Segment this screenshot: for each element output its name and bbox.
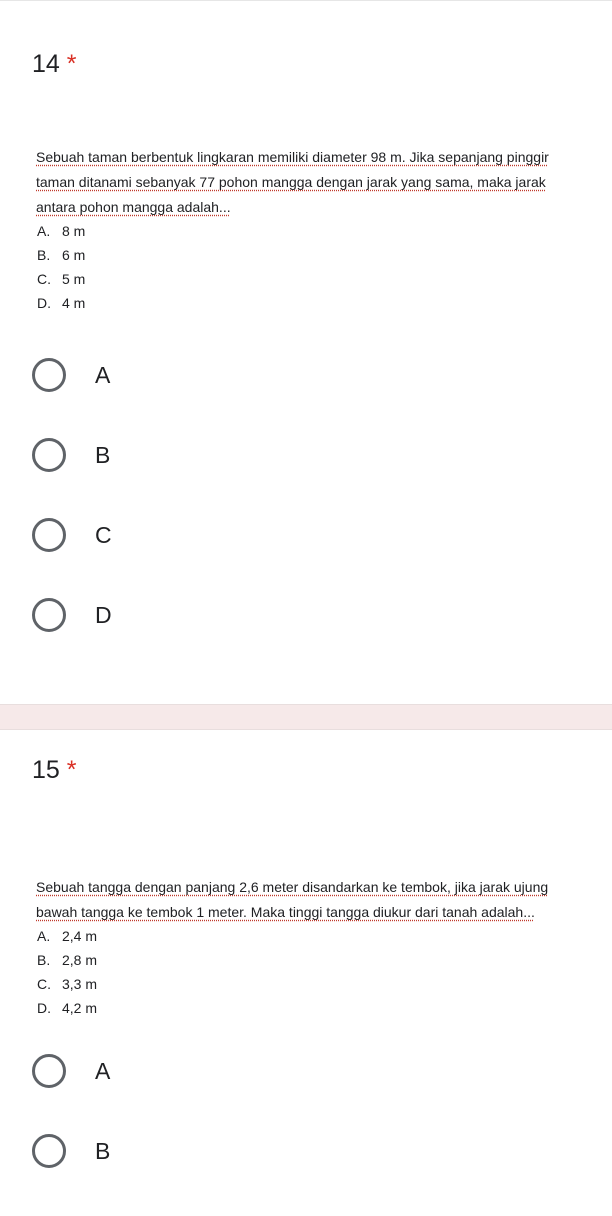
- answer-choices-list: [37, 924, 97, 1020]
- choice-letter: C.: [37, 976, 51, 992]
- question-number: 14: [32, 50, 60, 78]
- radio-option-label: C: [95, 521, 112, 548]
- radio-option-d[interactable]: [32, 595, 112, 635]
- radio-circle-icon[interactable]: [32, 358, 66, 392]
- radio-option-a[interactable]: [32, 1051, 110, 1091]
- choice-letter: D.: [37, 1000, 51, 1016]
- radio-option-c[interactable]: [32, 515, 112, 555]
- radio-circle-icon[interactable]: [32, 438, 66, 472]
- choice-line: [37, 924, 97, 948]
- radio-option-label: B: [95, 1137, 111, 1164]
- choice-value: 4 m: [62, 295, 86, 311]
- choice-value: 4,2 m: [62, 1000, 98, 1016]
- question-title: [32, 756, 77, 785]
- choice-letter: B.: [37, 247, 51, 263]
- top-divider: [0, 0, 612, 1]
- choice-line: [37, 219, 85, 243]
- radio-option-a[interactable]: [32, 355, 110, 395]
- question-text: [36, 145, 576, 220]
- radio-circle-icon[interactable]: [32, 518, 66, 552]
- radio-option-label: A: [95, 1057, 111, 1084]
- radio-circle-icon[interactable]: [32, 598, 66, 632]
- radio-option-label: D: [95, 601, 112, 628]
- choice-line: [37, 972, 97, 996]
- question-separator: [0, 704, 612, 730]
- choice-line: [37, 996, 97, 1020]
- choice-value: 8 m: [62, 223, 86, 239]
- radio-option-b[interactable]: [32, 1131, 110, 1171]
- choice-line: [37, 267, 85, 291]
- choice-value: 6 m: [62, 247, 86, 263]
- choice-letter: A.: [37, 928, 51, 944]
- choice-line: [37, 948, 97, 972]
- question-number: 15: [32, 756, 60, 784]
- choice-letter: C.: [37, 271, 51, 287]
- question-text: [36, 875, 576, 925]
- choice-letter: A.: [37, 223, 51, 239]
- radio-option-b[interactable]: [32, 435, 110, 475]
- choice-value: 2,4 m: [62, 928, 98, 944]
- choice-value: 2,8 m: [62, 952, 98, 968]
- choice-letter: D.: [37, 295, 51, 311]
- radio-option-label: A: [95, 361, 111, 388]
- choice-letter: B.: [37, 952, 51, 968]
- radio-circle-icon[interactable]: [32, 1054, 66, 1088]
- choice-line: [37, 291, 85, 315]
- choice-value: 5 m: [62, 271, 86, 287]
- answer-choices-list: [37, 219, 85, 315]
- choice-line: [37, 243, 85, 267]
- question-text-content: Sebuah tangga dengan panjang 2,6 meter disandarkan ke tembok, jika jarak ujung bawah tangga ke tembok 1 meter. Maka tinggi tangga diukur dari tanah adalah...: [36, 879, 549, 920]
- required-asterisk: *: [66, 50, 77, 78]
- radio-circle-icon[interactable]: [32, 1134, 66, 1168]
- radio-option-label: B: [95, 441, 111, 468]
- question-text-content: Sebuah taman berbentuk lingkaran memiliki diameter 98 m. Jika sepanjang pinggir taman ditanami sebanyak 77 pohon mangga dengan jarak yang sama, maka jarak antara pohon mangga adalah...: [36, 149, 549, 215]
- question-title: [32, 50, 77, 79]
- required-asterisk: *: [66, 756, 77, 784]
- choice-value: 3,3 m: [62, 976, 98, 992]
